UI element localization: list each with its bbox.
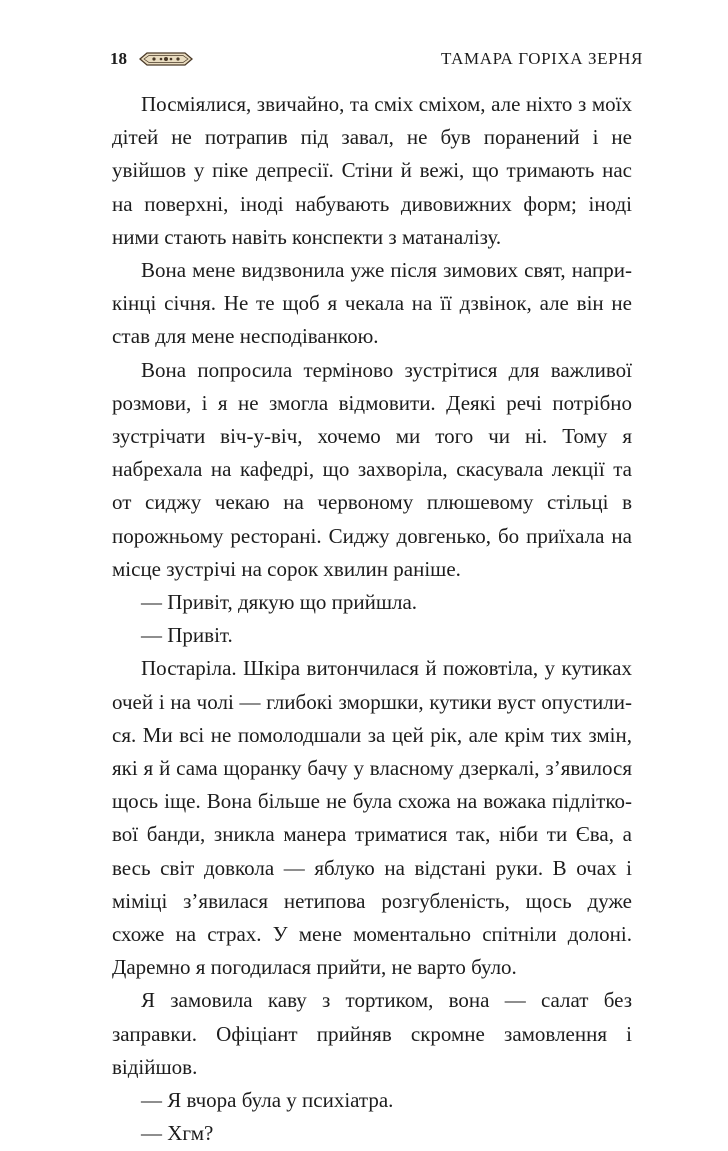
- page-number: 18: [110, 49, 127, 68]
- dialogue-line: — Привіт.: [141, 623, 233, 648]
- paragraph: Вона мене видзвонила уже після зимових свят, наприкінці січня. Не те щоб я чекала на її дзвінок, але він не став для мене несподіванкою.: [112, 258, 632, 349]
- dialogue-line: — Хгм?: [141, 1121, 214, 1146]
- dialogue-line: — Привіт, дякую що прийшла.: [141, 590, 418, 615]
- decorative-ornament-icon: [138, 51, 194, 67]
- paragraph: Я замовила каву з тортиком, вона — салат без заправки. Офіціант прийняв скромне замовлення і відійшов.: [112, 988, 632, 1079]
- paragraph: Посміялися, звичайно, та сміх сміхом, але ніхто з моїх дітей не потрапив під завал, не був поранений і не увійшов у піке депресії. Стіни й вежі, що тримають нас на поверхні, іноді набувають дивовижних форм; іноді ними стають навіть конспекти з матаналізу.: [112, 92, 632, 249]
- page-body: [112, 88, 632, 1151]
- paragraph: Вона попросила терміново зустрітися для важливої розмови, і я не змогла відмовити. Деякі речі потрібно зустрічати віч-у-віч, хочемо ми того чи ні. Тому я набрехала на кафедрі, що захворіла, скасувала лекції та от сиджу чекаю на червоному плюшевому стільці в порожньому ресторані. Сиджу довгенько, бо приїхала на місце зустрічі на сорок хвилин раніше.: [112, 357, 632, 581]
- paragraph: Постаріла. Шкіра витончилася й пожовтіла, у кутиках очей і на чолі — глибокі зморшки, кутики вуст опустилися. Ми всі не помолодшали за цей рік, але крім тих змін, які я й сама щоранку бачу у власному дзеркалі, з’явилося щось іще. Вона більше не була схожа на вожака підліткової банди, зникла манера триматися так, ніби ти Єва, а весь світ довкола — яблуко на відстані руки. В очах і міміці з’явилася нетипова розгубленість, щось дуже схоже на страх. У мене моментально спітніли долоні. Даремно я погодилася прийти, не варто було.: [112, 656, 632, 980]
- running-title: ТАМАРА ГОРІХА ЗЕРНЯ: [441, 49, 643, 68]
- page-header: [110, 48, 643, 70]
- dialogue-line: — Я вчора була у психіатра.: [141, 1088, 394, 1113]
